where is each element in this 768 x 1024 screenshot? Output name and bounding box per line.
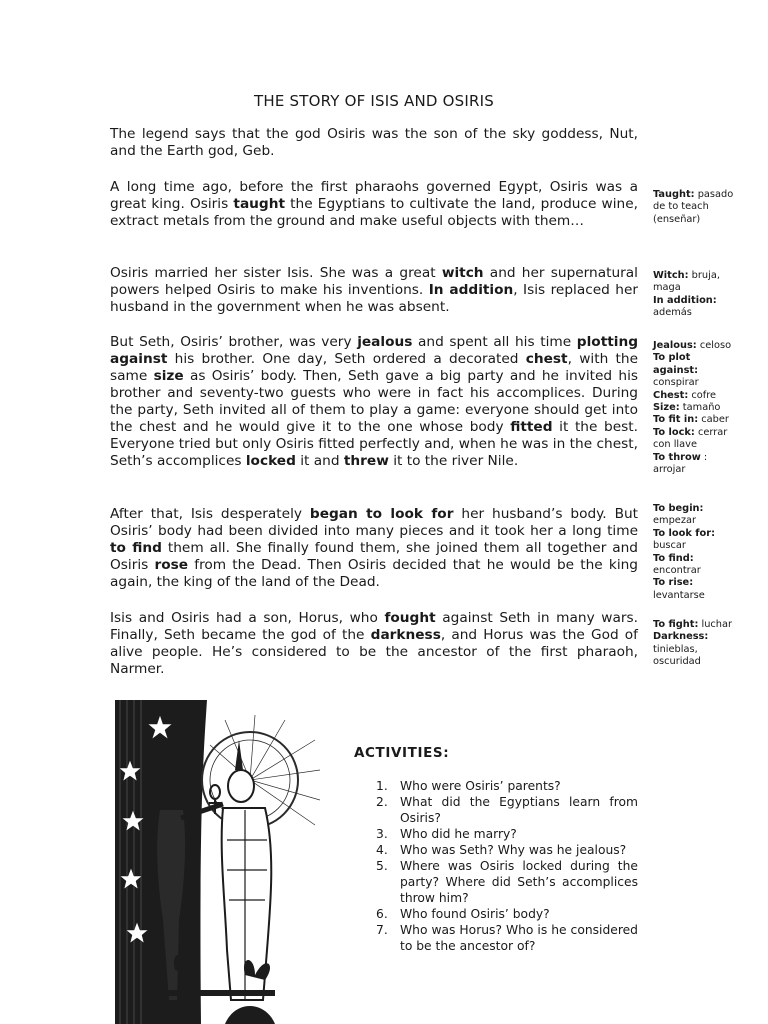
glossary-line [653,464,765,476]
glossary-line [653,201,765,213]
text-run: arrojar [653,464,686,476]
vocab-term: plotting against [110,334,639,367]
glossary-box [653,503,765,602]
glossary-line [653,656,765,668]
text-run: cofre [688,389,717,401]
glossary-line [653,340,765,352]
text-run: , with the same [110,351,638,384]
activity-question [376,906,638,922]
question-number: 6. [376,907,388,921]
text-run: cerrar [694,426,728,438]
vocab-term: To look for: [653,527,716,539]
glossary-box [653,189,765,226]
glossary-line [653,402,765,414]
vocab-term: To lock: [653,426,695,438]
activity-question [376,778,638,794]
vocab-term: To fight: [653,619,699,630]
activity-question [376,922,638,954]
activity-question [376,794,638,826]
glossary-line [653,414,765,426]
glossary-line [653,352,765,364]
vocab-term: Taught: [653,189,695,200]
vocab-term: To fit in: [653,414,699,426]
glossary-line [653,307,765,319]
text-run: and her supernatural powers helped Osiris to make his inventions. [110,265,638,298]
text-run: it the best. Everyone tried but only Osiris fitted perfectly and, when he was in the chest, Seth’s accomplices [110,419,638,469]
glossary-line [653,540,765,552]
question-text: Who found Osiris’ body? [400,907,550,921]
vocab-term: against: [653,364,698,376]
text-run: oscuridad [653,656,701,668]
text-run: from the Dead. Then Osiris decided that he would be the king again, the king of the land of the Dead. [110,557,638,590]
glossary-line [653,590,765,602]
text-run: bruja, [688,270,720,281]
story-paragraph [110,265,638,316]
text-run: empezar [653,515,696,527]
text-run: (enseñar) [653,213,701,225]
vocab-term: Darkness: [653,631,709,643]
glossary-box [653,619,765,669]
vocab-term: rose [154,557,189,573]
glossary-line [653,214,765,226]
vocab-term: To throw [653,451,701,463]
text-run: Osiris married her sister Isis. She was a great [110,265,442,281]
text-run: his brother. One day, Seth ordered a decorated [167,351,526,367]
vocab-term: To begin: [653,503,704,514]
vocab-term: witch [441,265,484,281]
vocab-term: To rise: [653,577,694,589]
glossary-box [653,270,765,320]
glossary-line [653,528,765,540]
activity-question [376,842,638,858]
text-run: caber [698,414,729,426]
glossary-line [653,282,765,294]
question-number: 4. [376,843,388,857]
question-number: 7. [376,923,388,937]
vocab-term: chest [525,351,568,367]
text-run: them all. She finally found them, she joined them all together and Osiris [110,540,638,573]
question-text: Where was Osiris locked during the party? Where did Seth’s accomplices throw him? [400,859,638,905]
vocab-term: darkness [370,627,441,643]
glossary-line [653,503,765,515]
glossary-line [653,270,765,282]
glossary-line [653,295,765,307]
text-run: , and Horus was the God of alive people. He’s considered to be the ancestor of the first pharaoh, Narmer. [110,627,638,677]
activity-question [376,826,638,842]
story-paragraph [110,506,638,591]
activities-heading: ACTIVITIES: [354,745,450,761]
story-paragraph [110,334,638,470]
text-run: celoso [696,340,732,351]
vocab-term: To find: [653,552,694,564]
glossary-line [653,515,765,527]
question-number: 5. [376,859,388,873]
glossary-line [653,439,765,451]
vocab-term: Chest: [653,389,689,401]
text-run: The legend says that the god Osiris was the son of the sky goddess, Nut, and the Earth god, Geb. [110,126,638,159]
question-text: What did the Egyptians learn from Osiris? [400,795,638,825]
vocab-term: jealous [357,334,413,350]
glossary-line [653,189,765,201]
glossary-line [653,619,765,631]
text-run: , Isis replaced her husband in the government when he was absent. [110,282,638,315]
text-run: de to teach [653,201,709,213]
vocab-term: Jealous: [653,340,697,351]
glossary-line [653,631,765,643]
vocab-term: fought [384,610,436,626]
vocab-term: began to look for [309,506,454,522]
vocab-term: Size: [653,402,680,414]
question-number: 1. [376,779,388,793]
glossary-line [653,644,765,656]
story-paragraph [110,610,638,678]
vocab-term: fitted [510,419,553,435]
text-run: and spent all his time [412,334,577,350]
glossary-line [653,390,765,402]
question-text: Who was Seth? Why was he jealous? [400,843,627,857]
activity-question [376,858,638,906]
isis-osiris-illustration [115,700,320,1024]
text-run: conspirar [653,377,699,389]
activities-list [376,778,638,954]
text-run: levantarse [653,589,705,601]
text-run: A long time ago, before the first pharaohs governed Egypt, Osiris was a great king. Osiris [110,179,638,212]
glossary-line [653,427,765,439]
story-paragraph [110,179,638,230]
vocab-term: Witch: [653,270,689,281]
page-title: THE STORY OF ISIS AND OSIRIS [254,92,494,110]
vocab-term: threw [343,453,389,469]
text-run: pasado [694,189,734,200]
question-text: Who were Osiris’ parents? [400,779,561,793]
text-run: against Seth in many wars. Finally, Seth became the god of the [110,610,638,643]
glossary-line [653,365,765,377]
vocab-term: size [153,368,184,384]
text-run: tinieblas, [653,643,698,655]
text-run: After that, Isis desperately [110,506,310,522]
vocab-term: to find [110,540,162,556]
text-run: it and [295,453,344,469]
text-run: tamaño [679,402,721,414]
question-text: Who did he marry? [400,827,517,841]
glossary-line [653,377,765,389]
text-run: maga [653,282,681,294]
text-run: as Osiris’ body. Then, Seth gave a big party and he invited his brother and seventy-two guests who were in fact his accomplices. During the party, Seth invited all of them to play a game: everyone should get into the chest and he would give it to the one whose body [110,368,639,435]
text-run: it to the river Nile. [388,453,519,469]
text-run: además [653,307,692,319]
glossary-line [653,452,765,464]
text-run: luchar [698,619,733,630]
text-run: the Egyptians to cultivate the land, produce wine, extract metals from the ground and make useful objects with them… [110,196,638,229]
question-number: 2. [376,795,388,809]
glossary-line [653,565,765,577]
text-run: her husband’s body. But Osiris’ body had been divided into many pieces and it took her a long time [110,506,639,539]
text-run: But Seth, Osiris’ brother, was very [110,334,358,350]
question-text: Who was Horus? Who is he considered to be the ancestor of? [400,923,638,953]
vocab-term: To plot [653,352,691,364]
story-paragraph [110,126,638,160]
glossary-box [653,340,765,476]
vocab-term: locked [245,453,296,469]
glossary-line [653,553,765,565]
vocab-term: In addition: [653,294,717,306]
glossary-line [653,577,765,589]
vocab-term: taught [233,196,286,212]
text-run: con llave [653,439,697,451]
text-run: Isis and Osiris had a son, Horus, who [110,610,385,626]
vocab-term: In addition [428,282,514,298]
text-run: encontrar [653,565,701,577]
text-run: buscar [653,540,686,552]
text-run: : [700,451,708,463]
question-number: 3. [376,827,388,841]
